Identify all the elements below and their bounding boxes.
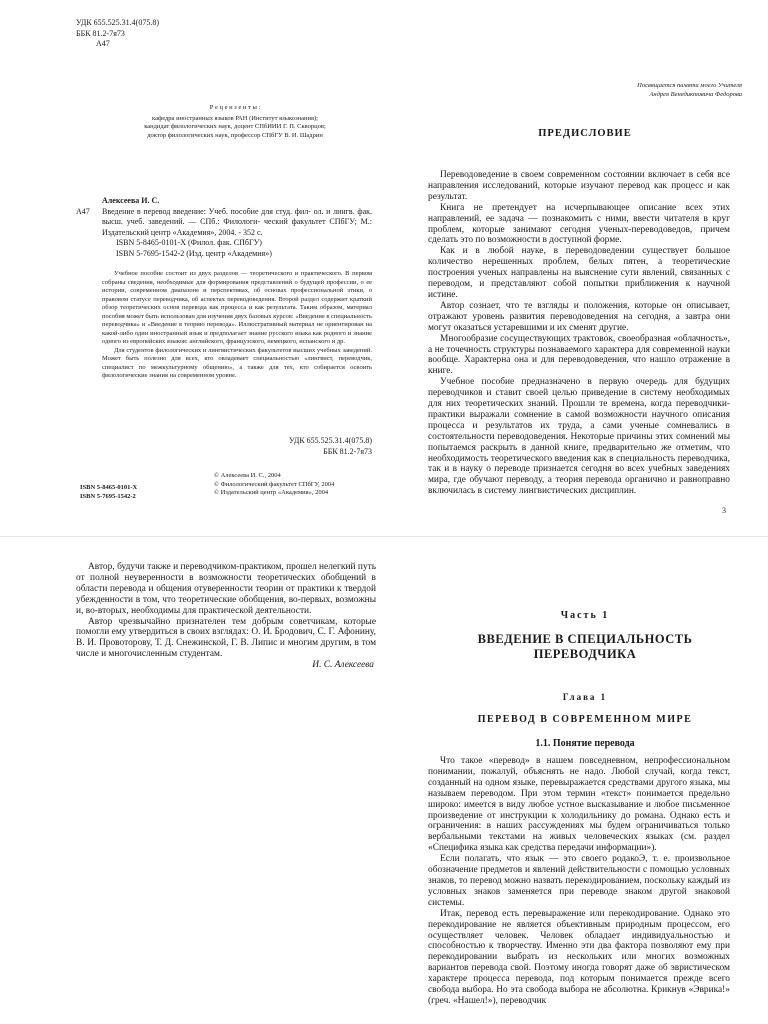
reviewer-line: кандидат филологических наук, доцент СПбИИИ Г. П. Скворцов; — [144, 123, 326, 130]
dedication — [520, 82, 742, 99]
signature: И. С. Алексеева — [312, 660, 374, 671]
copyright-line: © Филологический факультет СПбГУ, 2004 — [214, 480, 335, 488]
preface-paragraph: Учебное пособие предназначено в первую очередь для будущих переводчиков и ставит своей целью приведение в систему необходимых для них теоретических знаний. Прошли те времена, когда переводчики-практики выражали сомнение в самой возможности научного описания процесса и результатов их труда, а сами ученые сомневались в состоятельности переводоведения. Некоторые причины этих сомнений мы попытаемся раскрыть в данной книге, предварительно же отметим, что необходимость теоретического введения как в специальность переводчика, так и в науку о переводе признается сегодня во всех учебных заведениях мира, где обучают переводу, а теория перевода органично и равноправно включилась в систему лингвистических дисциплин. — [428, 377, 730, 497]
annotation-paragraph: Учебное пособие состоит из двух разделов — теоретического и практического. В первом собраны сведения, необходимые для формирования представлений о будущей профессии, о ее истории, современном диапазоне и перспективах, об основах профессиональной этики, о правовом статусе переводчика, об аспектах переводоведения. Второй раздел содержит краткий обзор теоретических основ перевода как процесса и как результата. Таким образом, материал пособия может быть использован для изучения двух базовых курсов: «Введение в специальность переводчика» и «Введение в теорию перевода». Иллюстративный материал не ориентирован на какой-либо один иностранный язык и предполагает знание русского языка как родного и знание одного из европейских языков: английского, французского, немецкого, испанского и др. — [102, 270, 372, 345]
chapter-paragraph: Если полагать, что язык — это своего родакоЭ, т. е. произвольное обозначение предметов и явлений действительности с помощью условных знаков, то перевод можно назвать перекодированием, поскольку каждый из условных знаков заменяется при переводе знаком другой знаковой системы. — [428, 854, 730, 908]
part-label: Часть 1 — [560, 610, 610, 621]
part-title: ПЕРЕВОДЧИКА — [533, 647, 637, 661]
page-number: 3 — [722, 506, 726, 515]
preface-paragraph: Книга не претендует на исчерпывающее описание всех этих направлений, ее задача — познакомить с ними, ввести читателя в круг проблем, которые занимают сегодня ученых-переводоведов, причем сделать это по возможности в доступной форме. — [428, 202, 730, 246]
annotation-paragraph: Для студентов филологических и лингвистических факультетов высших учебных заведений. Может быть полезно для всех, кто овладевает специальностью «лингвист, переводчик, специалист по межкультурному общению», а также для тех, кто собирается освоить филологические знания на современном уровне. — [102, 346, 372, 379]
annotation — [102, 270, 372, 381]
dedication-line: Посвящается памяти моего Учителя — [637, 82, 742, 89]
reviewer-line: кафедра иностранных языков РАН (Институт языкознания); — [152, 114, 318, 122]
isbn-small: ISBN 5-7695-1542-2 — [80, 492, 136, 500]
acknowledgement-paragraph: Автор чрезвычайно признателен тем добрым советчикам, которые помогли ему утвердиться в своих взглядах: О. И. Бродович, С. Г. Афонину, В. И. Провоторову, Т. Д. Снежинской, Г. В. Липис и многим другим, в том числе и многочисленным студентам. — [76, 616, 376, 660]
isbn-small-block — [80, 484, 137, 501]
isbn-small: ISBN 5-8465-0101-X — [80, 484, 138, 491]
udk-block — [76, 18, 159, 50]
chapter-title: ПЕРЕВОД В СОВРЕМЕННОМ МИРЕ — [477, 714, 693, 725]
copyright-line: © Алексеева И. С., 2004 — [214, 472, 281, 479]
preface-body — [428, 170, 730, 497]
chapter-label: Глава 1 — [562, 692, 608, 702]
udk-bottom: УДК 655.525.31.4(075.8) — [289, 436, 372, 445]
reviewer-line: доктор филологических наук, профессор СПбГУ В. И. Шадрин — [147, 131, 323, 139]
bib-line: Введение в перевод введение: Учеб. пособие для студ. фил- — [102, 206, 311, 216]
page-divider — [0, 536, 768, 537]
acknowledgement-paragraph: Автор, будучи также и переводчиком-практиком, прошел нелегкий путь от полной неуверенности в возможности теоретических обобщений в области перевода и общения отуверенности теории от практики к твердой убежденности в том, что теоретические обобщения, во-первых, возможны и, во-вторых, необходимы для практической деятельности. — [76, 562, 376, 616]
bib-line: ческий факультет СПбГУ; М.: Издательский центр «Академия», 2004. - 352 с. — [102, 217, 372, 237]
bib-line: ол. и лингв. фак. высш. учеб. заведений. — СПб.: Филологи- — [102, 206, 373, 226]
dedication-line: Андрея Венедиктовича Федорова — [649, 90, 742, 98]
chapter-paragraph: Что такое «перевод» в нашем повседневном, непрофессиональном понимании, пожалуй, объяснять не надо. Любой случай, когда текст, созданный на одном языке, перевыражается средствами другого языка, мы называем переводом. При этом термин «текст» понимается предельно широко: имеется в виду любое устное высказывание и любое письменное произведение от инструкции к холодильнику до романа. Однако есть и ограничения: в наших рассуждениях мы будем ограничиваться только вербальными текстами на живых человеческих языках (см. раздел «Специфика языка как средства передачи информации»). — [428, 756, 730, 854]
section-title: 1.1. Понятие перевода — [535, 738, 635, 749]
preface-paragraph: Многообразие сосуществующих трактовок, своеобразная «облачность», а не точечность структуры познаваемого характера для современной науки вообще. Характерна она и для переводоведения, что нашло отражение в книге. — [428, 333, 730, 377]
udk-bottom-block — [200, 436, 372, 457]
bibliographic-entry — [76, 196, 372, 259]
catalog-code: А47 — [76, 206, 90, 216]
part-title: ВВЕДЕНИЕ В СПЕЦИАЛЬНОСТЬ — [477, 632, 693, 646]
preface-paragraph: Автор сознает, что те взгляды и положения, которые он описывает, отражают уровень развития переводоведения на сегодня, а завтра они могут оказаться устаревшими и их сменят другие. — [428, 300, 730, 333]
preface-paragraph: Как и в любой науке, в переводоведении существует большое количество нерешенных проблем, белых пятен, а теоретические построения ученых направлены на выяснение сути явлений, связанных с переводом, и представляют собой попытки приближения к научной истине. — [428, 246, 730, 300]
preface-title: ПРЕДИСЛОВИЕ — [538, 128, 632, 139]
reviewers-block — [100, 104, 370, 140]
chapter-paragraph: Итак, перевод есть перевыражение или перекодирование. Однако это перекодирование не является объективным природным процессом, его осуществляет человек. Человек обладает индивидуальностью и способностью к творчеству. Именно эти два фактора позволяют ему при перекодировании выбрать из нескольких или многих возможных вариантов перевода свой. Поэтому иногда говорят даже об эвристическом характере процесса перевода, под которым понимается прежде всего свобода выбора. Но эта свобода выбора не абсолютна. Крикнув «Эврика!» (греч. «Нашел!»), переводчик — [428, 908, 730, 1006]
bbk-bottom: ББК 81.2-7я73 — [323, 446, 372, 456]
author-name: Алексеева И. С. — [102, 196, 160, 205]
copyright-block — [214, 472, 334, 498]
isbn-line: ISBN 5-7695-1542-2 (Изд. центр «Академия») — [116, 248, 272, 258]
udk-line: УДК 655.525.31.4(075.8) — [76, 18, 159, 27]
bbk-line: ББК 81.2-7я73 — [76, 28, 125, 38]
reviewers-title: Р е ц е н з е н т ы : — [209, 104, 261, 111]
copyright-line: © Издательский центр «Академия», 2004 — [214, 489, 329, 496]
isbn-line: ISBN 5-8465-0101-X (Филол. фак. СПбГУ) — [116, 238, 262, 247]
acknowledgements — [76, 562, 376, 671]
bib-description — [102, 207, 372, 239]
preface-paragraph: Переводоведение в своем современном состоянии включает в себя все направления исследований, которые изучают перевод как процесс и как результат. — [428, 170, 730, 202]
code-line: А47 — [96, 39, 110, 48]
chapter-body — [428, 756, 730, 1007]
